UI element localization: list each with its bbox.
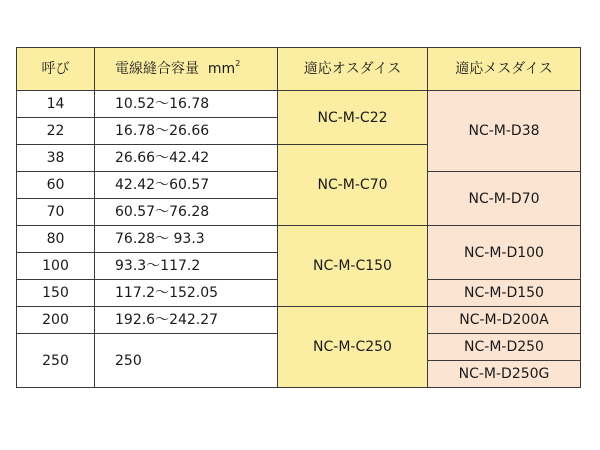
- header-female-die: 適応メスダイス: [428, 48, 581, 91]
- die-compatibility-table: [16, 47, 581, 388]
- female-die-cell: NC-M-D70: [428, 172, 581, 226]
- male-die-cell: NC-M-C150: [278, 226, 428, 307]
- female-die-cell: NC-M-D200A: [428, 307, 581, 334]
- header-range-label: 電線縫合容量: [115, 61, 199, 77]
- nominal-cell: 22: [17, 118, 95, 145]
- nominal-cell: 70: [17, 199, 95, 226]
- table-row: [17, 226, 581, 253]
- range-cell: 60.57～76.28: [95, 199, 278, 226]
- table-header-row: [17, 48, 581, 91]
- range-cell: 42.42～60.57: [95, 172, 278, 199]
- male-die-cell: NC-M-C70: [278, 145, 428, 226]
- range-cell: 26.66～42.42: [95, 145, 278, 172]
- male-die-cell: NC-M-C250: [278, 307, 428, 388]
- header-range-unit-sup: 2: [235, 59, 241, 68]
- range-cell: 76.28～ 93.3: [95, 226, 278, 253]
- range-cell: 250: [95, 334, 278, 388]
- range-cell: 93.3～117.2: [95, 253, 278, 280]
- nominal-cell: 200: [17, 307, 95, 334]
- nominal-cell: 250: [17, 334, 95, 388]
- nominal-cell: 80: [17, 226, 95, 253]
- female-die-cell: NC-M-D250G: [428, 361, 581, 388]
- nominal-cell: 150: [17, 280, 95, 307]
- header-nominal: 呼び: [17, 48, 95, 91]
- nominal-cell: 38: [17, 145, 95, 172]
- range-cell: 117.2～152.05: [95, 280, 278, 307]
- header-wire-range: [95, 48, 278, 91]
- header-range-unit: mm: [207, 61, 236, 77]
- header-male-die: 適応オスダイス: [278, 48, 428, 91]
- nominal-cell: 60: [17, 172, 95, 199]
- range-cell: 10.52～16.78: [95, 91, 278, 118]
- range-cell: 16.78～26.66: [95, 118, 278, 145]
- range-cell: 192.6～242.27: [95, 307, 278, 334]
- nominal-cell: 14: [17, 91, 95, 118]
- table-row: [17, 307, 581, 334]
- female-die-cell: NC-M-D38: [428, 91, 581, 172]
- female-die-cell: NC-M-D250: [428, 334, 581, 361]
- male-die-cell: NC-M-C22: [278, 91, 428, 145]
- female-die-cell: NC-M-D150: [428, 280, 581, 307]
- nominal-cell: 100: [17, 253, 95, 280]
- female-die-cell: NC-M-D100: [428, 226, 581, 280]
- table-row: [17, 91, 581, 118]
